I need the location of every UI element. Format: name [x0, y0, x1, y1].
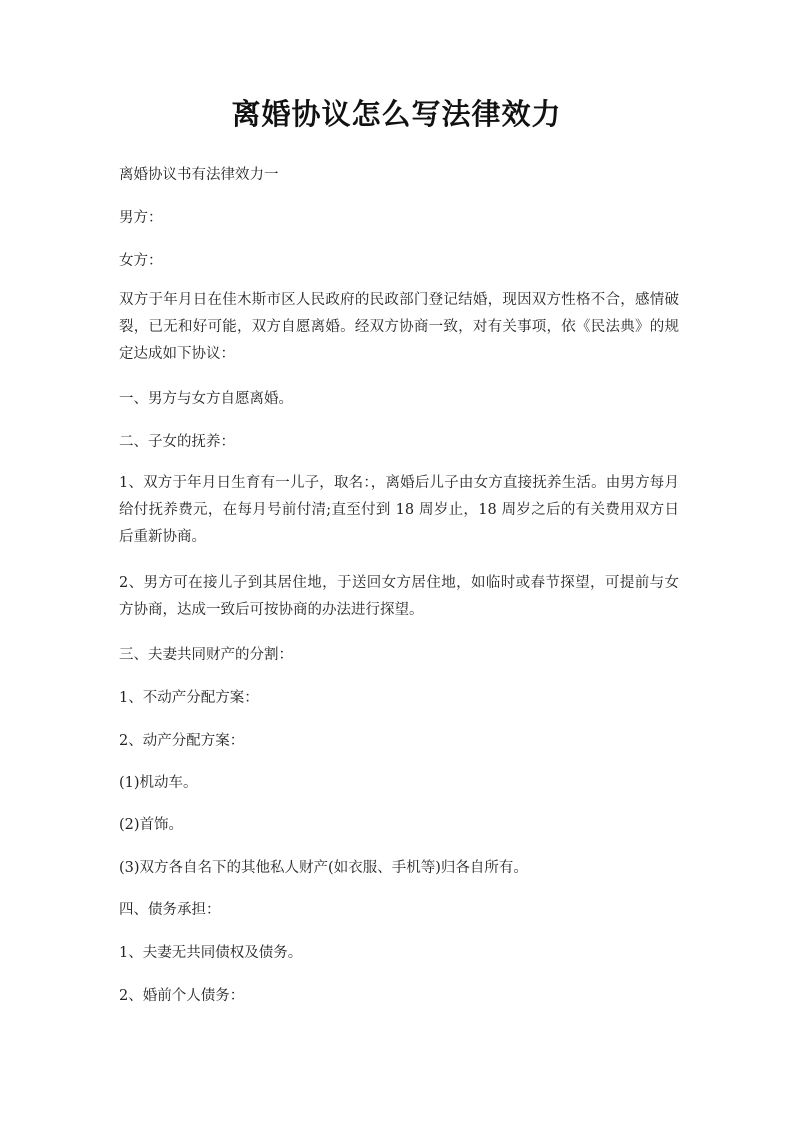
- paragraph-preamble: 双方于年月日在佳木斯市区人民政府的民政部门登记结婚，现因双方性格不合，感情破裂，已无和好可能，双方自愿离婚。经双方协商一致，对有关事项，依《民法典》的规定达成如下协议：: [119, 292, 679, 362]
- paragraph-child-support: 1、双方于年月日生育有一儿子，取名：，离婚后儿子由女方直接抚养生活。由男方每月给付抚养费元，在每月号前付清;直至付到 18 周岁止，18 周岁之后的有关费用双方日后重新协商。: [119, 475, 679, 545]
- paragraph-personal-property: (3)双方各自名下的其他私人财产(如衣服、手机等)归各自所有。: [119, 860, 528, 876]
- paragraph-male-party: 男方：: [119, 210, 163, 226]
- paragraph-clause-1: 一、男方与女方自愿离婚。: [119, 391, 293, 407]
- document-title: 离婚协议怎么写法律效力: [231, 97, 562, 131]
- paragraph-movable-property: 2、动产分配方案：: [119, 733, 245, 749]
- paragraph-visitation: 2、男方可在接儿子到其居住地，于送回女方居住地，如临时或春节探望，可提前与女方协商，达成一致后可按协商的办法进行探望。: [119, 575, 679, 618]
- paragraph-female-party: 女方：: [119, 253, 163, 269]
- paragraph-no-common-debt: 1、夫妻无共同债权及债务。: [119, 945, 303, 961]
- paragraph-vehicle: (1)机动车。: [119, 775, 198, 791]
- paragraph-premarital-debt: 2、婚前个人债务：: [119, 988, 245, 1004]
- paragraph-subtitle: 离婚协议书有法律效力一: [119, 167, 279, 183]
- paragraph-clause-3-heading: 三、夫妻共同财产的分割：: [119, 647, 293, 663]
- paragraph-jewelry: (2)首饰。: [119, 817, 184, 833]
- paragraph-clause-2-heading: 二、子女的抚养：: [119, 434, 235, 450]
- paragraph-real-estate: 1、不动产分配方案：: [119, 690, 259, 706]
- paragraph-clause-4-heading: 四、债务承担：: [119, 902, 221, 918]
